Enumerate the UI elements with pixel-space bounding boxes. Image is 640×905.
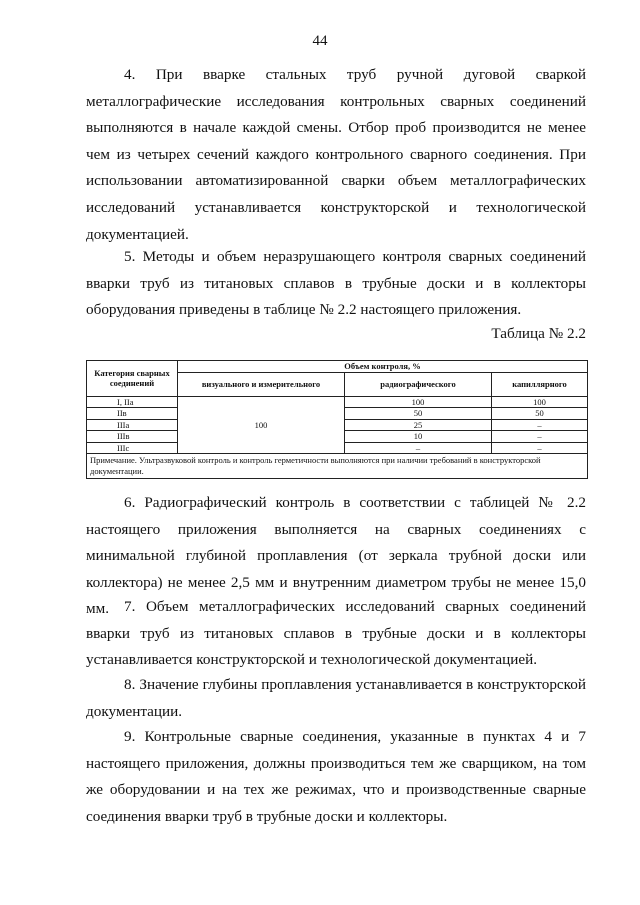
row-capillary: – [492,431,588,443]
paragraph-9 [86,724,586,830]
paragraph-8 [86,672,586,725]
table-caption: Таблица № 2.2 [491,325,586,342]
table-note-row [87,454,588,479]
paragraph-5 [86,244,586,324]
paragraph-9-text: 9. Контрольные сварные соединения, указанные в пунктах 4 и 7 настоящего приложения, должны производиться тем же сварщиком, на том же оборудовании и на тех же режимах, что и производственные сварные соединения вварки труб в трубные доски и коллекторы. [86,728,586,825]
row-radiographic: 50 [345,408,492,420]
row-category: IIIa [87,419,178,431]
row-category: IIIв [87,431,178,443]
subheader-capillary: капиллярного [492,372,588,396]
visual-value: 100 [178,396,345,454]
row-category: I, IIa [87,396,178,408]
paragraph-7-text: 7. Объем металлографических исследований сварных соединений вварки труб из титановых сплавов в трубные доски и в коллекторы устанавливается конструкторской и технологической документацией. [86,598,586,669]
paragraph-4-text: 4. При вварке стальных труб ручной дуговой сваркой металлографические исследования контрольных сварных соединений выполняются в начале каждой смены. Отбор проб производится не менее чем из четырех сечений каждого контрольного сварного соединения. При использовании автоматизированной сварки объем металлографических исследований устанавливается конструкторской и технологической документацией. [86,66,586,243]
paragraph-4 [86,62,586,248]
table-header-row [87,361,588,373]
paragraph-8-text: 8. Значение глубины проплавления устанавливается в конструкторской документации. [86,676,586,720]
row-radiographic: 25 [345,419,492,431]
control-volume-table [86,360,588,479]
paragraph-7 [86,594,586,674]
row-radiographic: – [345,442,492,454]
row-capillary: – [492,442,588,454]
paragraph-5-text: 5. Методы и объем неразрушающего контроля сварных соединений вварки труб из титановых сплавов в трубные доски и в коллекторы оборудования приведены в таблице № 2.2 настоящего приложения. [86,248,586,319]
row-radiographic: 10 [345,431,492,443]
row-capillary: 100 [492,396,588,408]
subheader-visual: визуального и измерительного [178,372,345,396]
row-category: IIIс [87,442,178,454]
header-volume: Объем контроля, % [178,361,588,373]
subheader-radiographic: радиографического [345,372,492,396]
paragraph-6-text: 6. Радиографический контроль в соответствии с таблицей № 2.2 настоящего приложения выполняется на сварных соединениях с минимальной глубиной проплавления (от зеркала трубной доски или коллектора) не менее 2,5 мм и внутренним диаметром трубы не менее 15,0 мм. [86,494,586,618]
row-capillary: – [492,419,588,431]
table-note: Примечание. Ультразвуковой контроль и контроль герметичности выполняются при наличии требований в конструкторской документации. [87,454,588,479]
row-category: IIв [87,408,178,420]
table-row [87,396,588,408]
row-radiographic: 100 [345,396,492,408]
row-capillary: 50 [492,408,588,420]
page-number: 44 [312,33,328,49]
header-category: Категория сварных соединений [87,361,178,397]
